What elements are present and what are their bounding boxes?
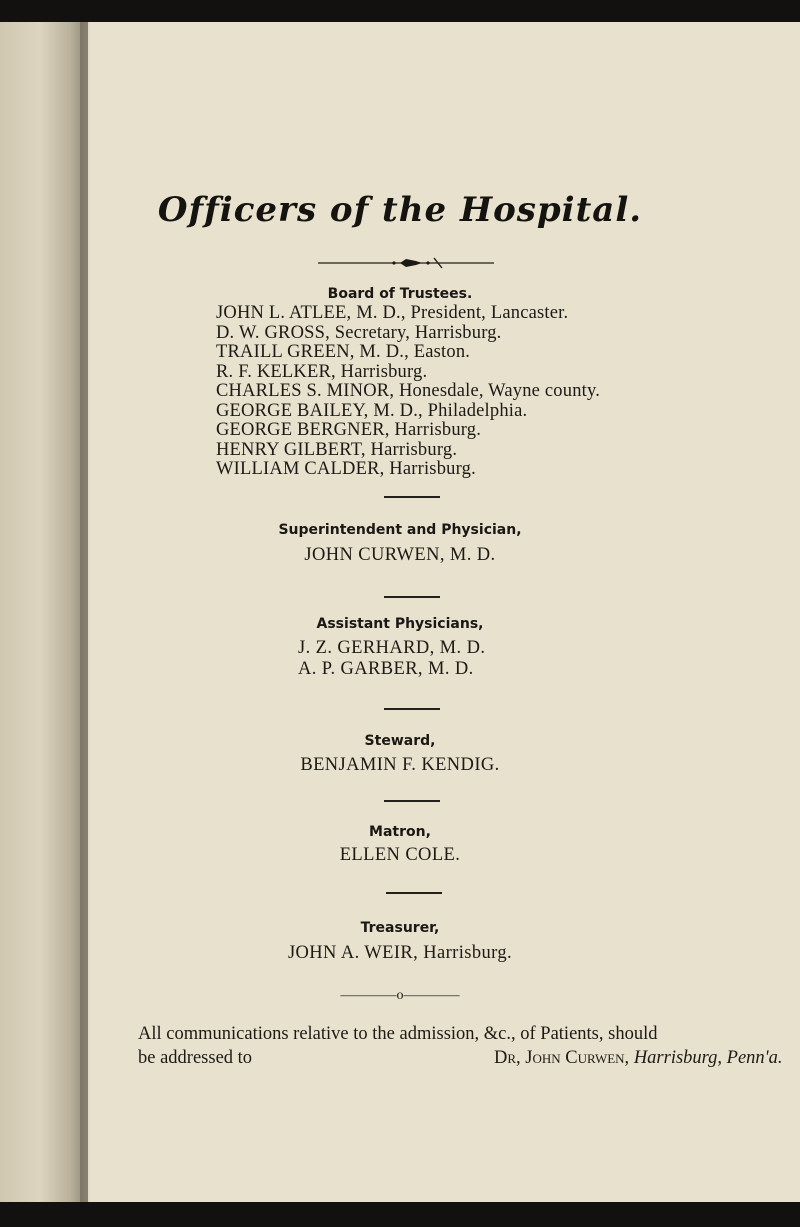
section-divider <box>384 800 440 802</box>
note-lead: be addressed to <box>138 1048 253 1068</box>
note-address <box>494 1046 783 1070</box>
board-heading: Board of Trustees. <box>327 286 473 302</box>
treasurer-name: JOHN A. WEIR, Harrisburg. <box>287 943 513 963</box>
addressee-name: Dr, John Curwen, <box>494 1048 630 1068</box>
list-item: J. Z. GERHARD, M. D. <box>298 638 486 658</box>
note-line-1: All communications relative to the admission, &c., of Patients, should <box>138 1024 658 1044</box>
list-item: D. W. GROSS, Secretary, Harrisburg. <box>216 322 502 343</box>
list-item: CHARLES S. MINOR, Honesdale, Wayne county. <box>216 381 601 401</box>
assistants-list <box>298 638 598 680</box>
treasurer-heading: Treasurer, <box>360 920 440 936</box>
addressee-place: Harrisburg, Penn'a. <box>633 1048 783 1068</box>
page-title: Officers of the Hospital. <box>157 190 643 230</box>
matron-heading: Matron, <box>369 824 431 840</box>
list-item: GEORGE BERGNER, Harrisburg. <box>216 420 482 440</box>
list-item: WILLIAM CALDER, Harrisburg. <box>216 459 476 479</box>
list-item: GEORGE BAILEY, M. D., Philadelphia. <box>216 400 528 421</box>
trustee-list <box>216 304 676 480</box>
section-divider <box>386 892 442 894</box>
section-divider <box>384 596 440 598</box>
list-item: A. P. GARBER, M. D. <box>298 659 474 679</box>
section-divider <box>384 496 440 498</box>
section-divider <box>384 708 440 710</box>
footer-separator: ————o———— <box>340 988 460 1003</box>
list-item: JOHN L. ATLEE, M. D., President, Lancaster. <box>216 303 569 323</box>
list-item: R. F. KELKER, Harrisburg. <box>216 361 428 382</box>
steward-heading: Steward, <box>364 733 436 749</box>
superintendent-heading: Superintendent and Physician, <box>278 522 522 538</box>
superintendent-name: JOHN CURWEN, M. D. <box>304 545 496 565</box>
communications-note <box>138 1022 783 1070</box>
ornament-divider-icon <box>318 255 494 271</box>
assistants-heading: Assistant Physicians, <box>316 616 484 632</box>
matron-name: ELLEN COLE. <box>339 845 461 865</box>
list-item: TRAILL GREEN, M. D., Easton. <box>216 342 471 362</box>
note-line-2 <box>138 1046 783 1070</box>
steward-name: BENJAMIN F. KENDIG. <box>300 755 500 775</box>
list-item: HENRY GILBERT, Harrisburg. <box>216 439 458 460</box>
